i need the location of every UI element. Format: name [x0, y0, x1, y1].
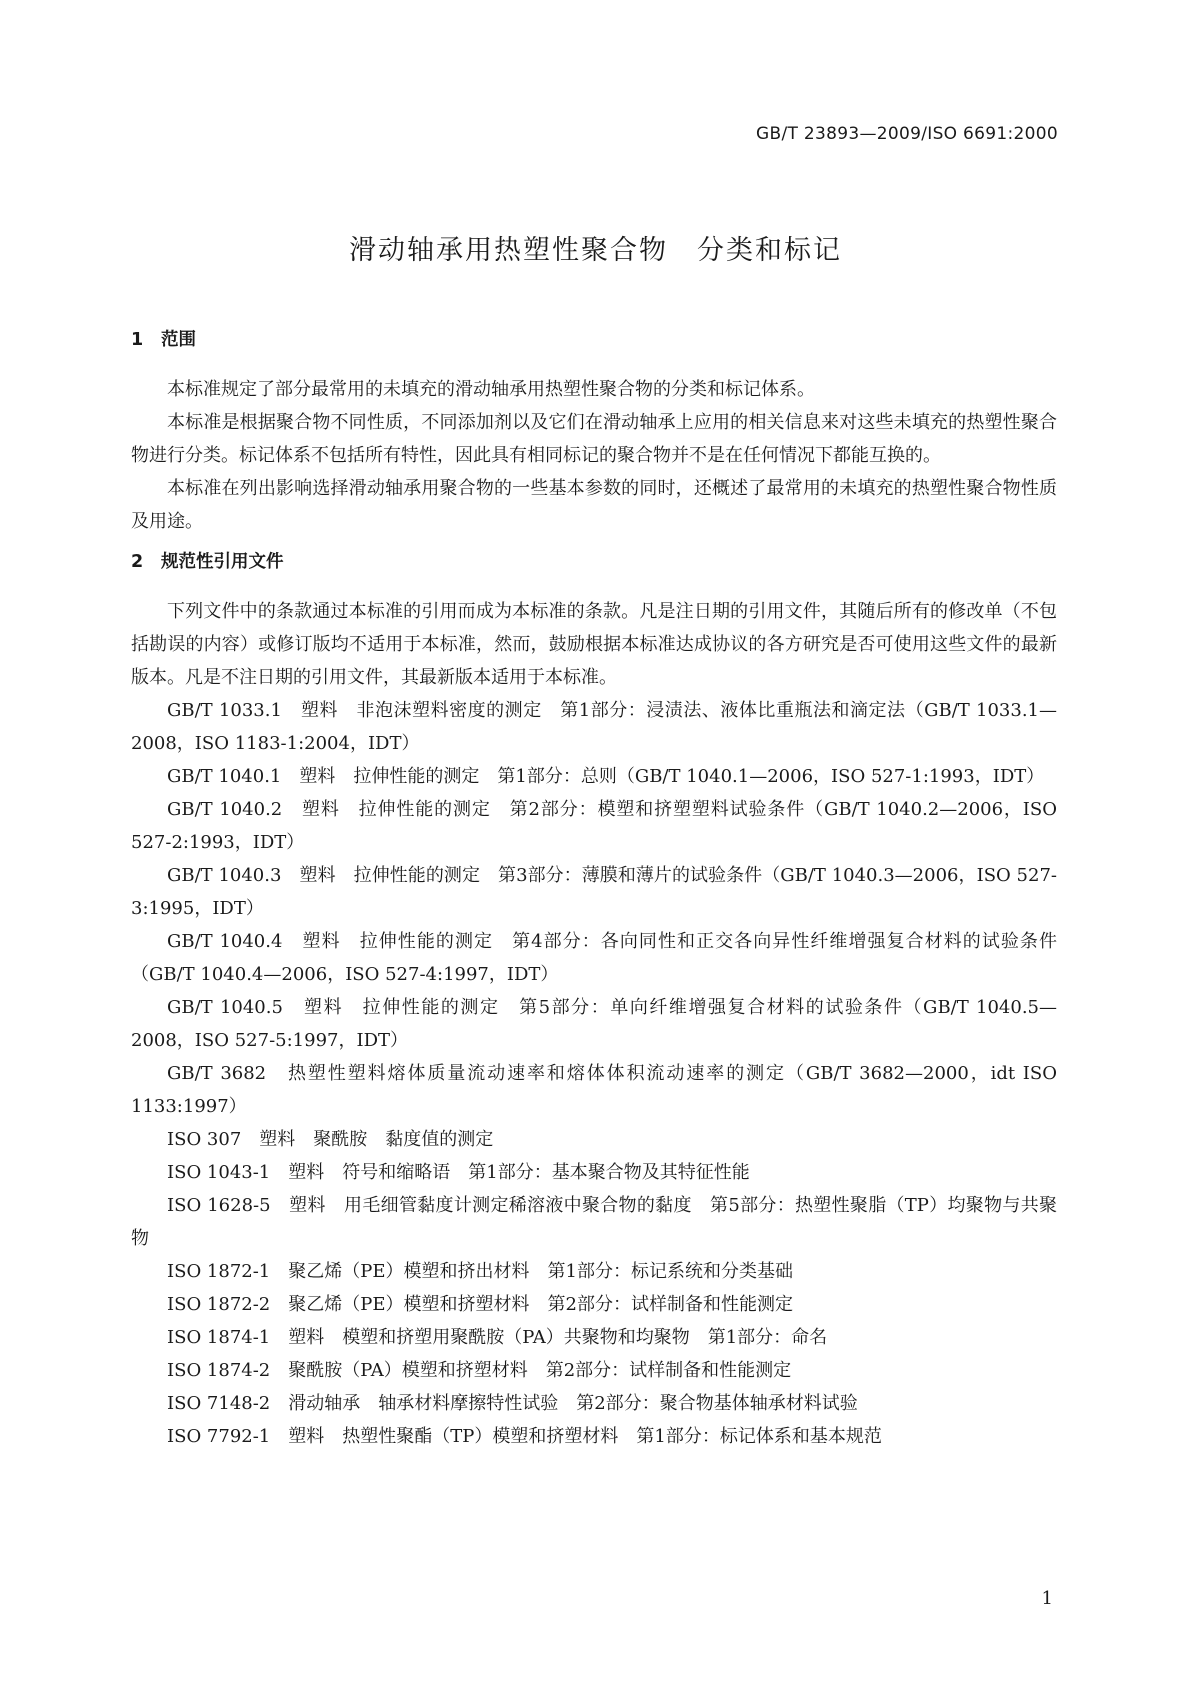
reference-entry: GB/T 3682 热塑性塑料熔体质量流动速率和熔体体积流动速率的测定（GB/T 3682—2000，idt ISO 1133:1997） — [131, 1063, 1063, 1117]
reference-entry: GB/T 1040.3 塑料 拉伸性能的测定 第3部分：薄膜和薄片的试验条件（GB/T 1040.3—2006，ISO 527-3:1995，IDT） — [131, 865, 1057, 919]
reference-entry: ISO 7792-1 塑料 热塑性聚酯（TP）模塑和挤塑材料 第1部分：标记体系和基本规范 — [167, 1426, 882, 1447]
reference-entry: GB/T 1040.1 塑料 拉伸性能的测定 第1部分：总则（GB/T 1040.1—2006，ISO 527-1:1993，IDT） — [167, 766, 1045, 787]
reference-entry: ISO 307 塑料 聚酰胺 黏度值的测定 — [167, 1129, 494, 1150]
scope-paragraph: 本标准规定了部分最常用的未填充的滑动轴承用热塑性聚合物的分类和标记体系。 — [167, 379, 815, 400]
reference-entry: ISO 1628-5 塑料 用毛细管黏度计测定稀溶液中聚合物的黏度 第5部分：热塑性聚脂（TP）均聚物与共聚物 — [131, 1195, 1057, 1249]
section-number: 1 — [131, 330, 144, 350]
reference-entry: ISO 1874-1 塑料 模塑和挤塑用聚酰胺（PA）共聚物和均聚物 第1部分：命名 — [167, 1327, 828, 1348]
section-title: 规范性引用文件 — [161, 552, 284, 572]
section-heading-scope — [131, 324, 1057, 357]
reference-entry: ISO 1874-2 聚酰胺（PA）模塑和挤塑材料 第2部分：试样制备和性能测定 — [167, 1360, 792, 1381]
scope-paragraph: 本标准在列出影响选择滑动轴承用聚合物的一些基本参数的同时，还概述了最常用的未填充的热塑性聚合物性质及用途。 — [131, 478, 1057, 532]
reference-entry: ISO 1872-2 聚乙烯（PE）模塑和挤塑材料 第2部分：试样制备和性能测定 — [167, 1294, 793, 1315]
reference-entry: GB/T 1040.2 塑料 拉伸性能的测定 第2部分：模塑和挤塑塑料试验条件（GB/T 1040.2—2006，ISO 527-2:1993，IDT） — [131, 799, 1063, 853]
reference-entry: GB/T 1040.5 塑料 拉伸性能的测定 第5部分：单向纤维增强复合材料的试验条件（GB/T 1040.5—2008，ISO 527-5:1997，IDT） — [131, 997, 1057, 1051]
reference-entry: ISO 1872-1 聚乙烯（PE）模塑和挤出材料 第1部分：标记系统和分类基础 — [167, 1261, 793, 1282]
reference-entry: ISO 1043-1 塑料 符号和缩略语 第1部分：基本聚合物及其特征性能 — [167, 1162, 750, 1183]
document-body — [131, 324, 1063, 1453]
section-title: 范围 — [161, 330, 196, 350]
reference-entry: GB/T 1033.1 塑料 非泡沫塑料密度的测定 第1部分：浸渍法、液体比重瓶法和滴定法（GB/T 1033.1—2008，ISO 1183-1:2004，IDT） — [131, 700, 1057, 754]
normative-intro-paragraph: 下列文件中的条款通过本标准的引用而成为本标准的条款。凡是注日期的引用文件，其随后所有的修改单（不包括勘误的内容）或修订版均不适用于本标准，然而，鼓励根据本标准达成协议的各方研究是否可使用这些文件的最新版本。凡是不注日期的引用文件，其最新版本适用于本标准。 — [131, 601, 1057, 688]
section-number: 2 — [131, 552, 144, 572]
document-title: 滑动轴承用热塑性聚合物 分类和标记 — [349, 235, 842, 266]
page-number: 1 — [1041, 1588, 1053, 1609]
scope-paragraph: 本标准是根据聚合物不同性质，不同添加剂以及它们在滑动轴承上应用的相关信息来对这些未填充的热塑性聚合物进行分类。标记体系不包括所有特性，因此具有相同标记的聚合物并不是在任何情况下都能互换的。 — [131, 412, 1057, 466]
reference-entry: GB/T 1040.4 塑料 拉伸性能的测定 第4部分：各向同性和正交各向异性纤维增强复合材料的试验条件（GB/T 1040.4—2006，ISO 527-4:1997，IDT） — [131, 931, 1057, 985]
reference-entry: ISO 7148-2 滑动轴承 轴承材料摩擦特性试验 第2部分：聚合物基体轴承材料试验 — [167, 1393, 858, 1414]
section-heading-normative-references — [131, 546, 1057, 579]
standard-code: GB/T 23893—2009/ISO 6691:2000 — [756, 124, 1058, 144]
